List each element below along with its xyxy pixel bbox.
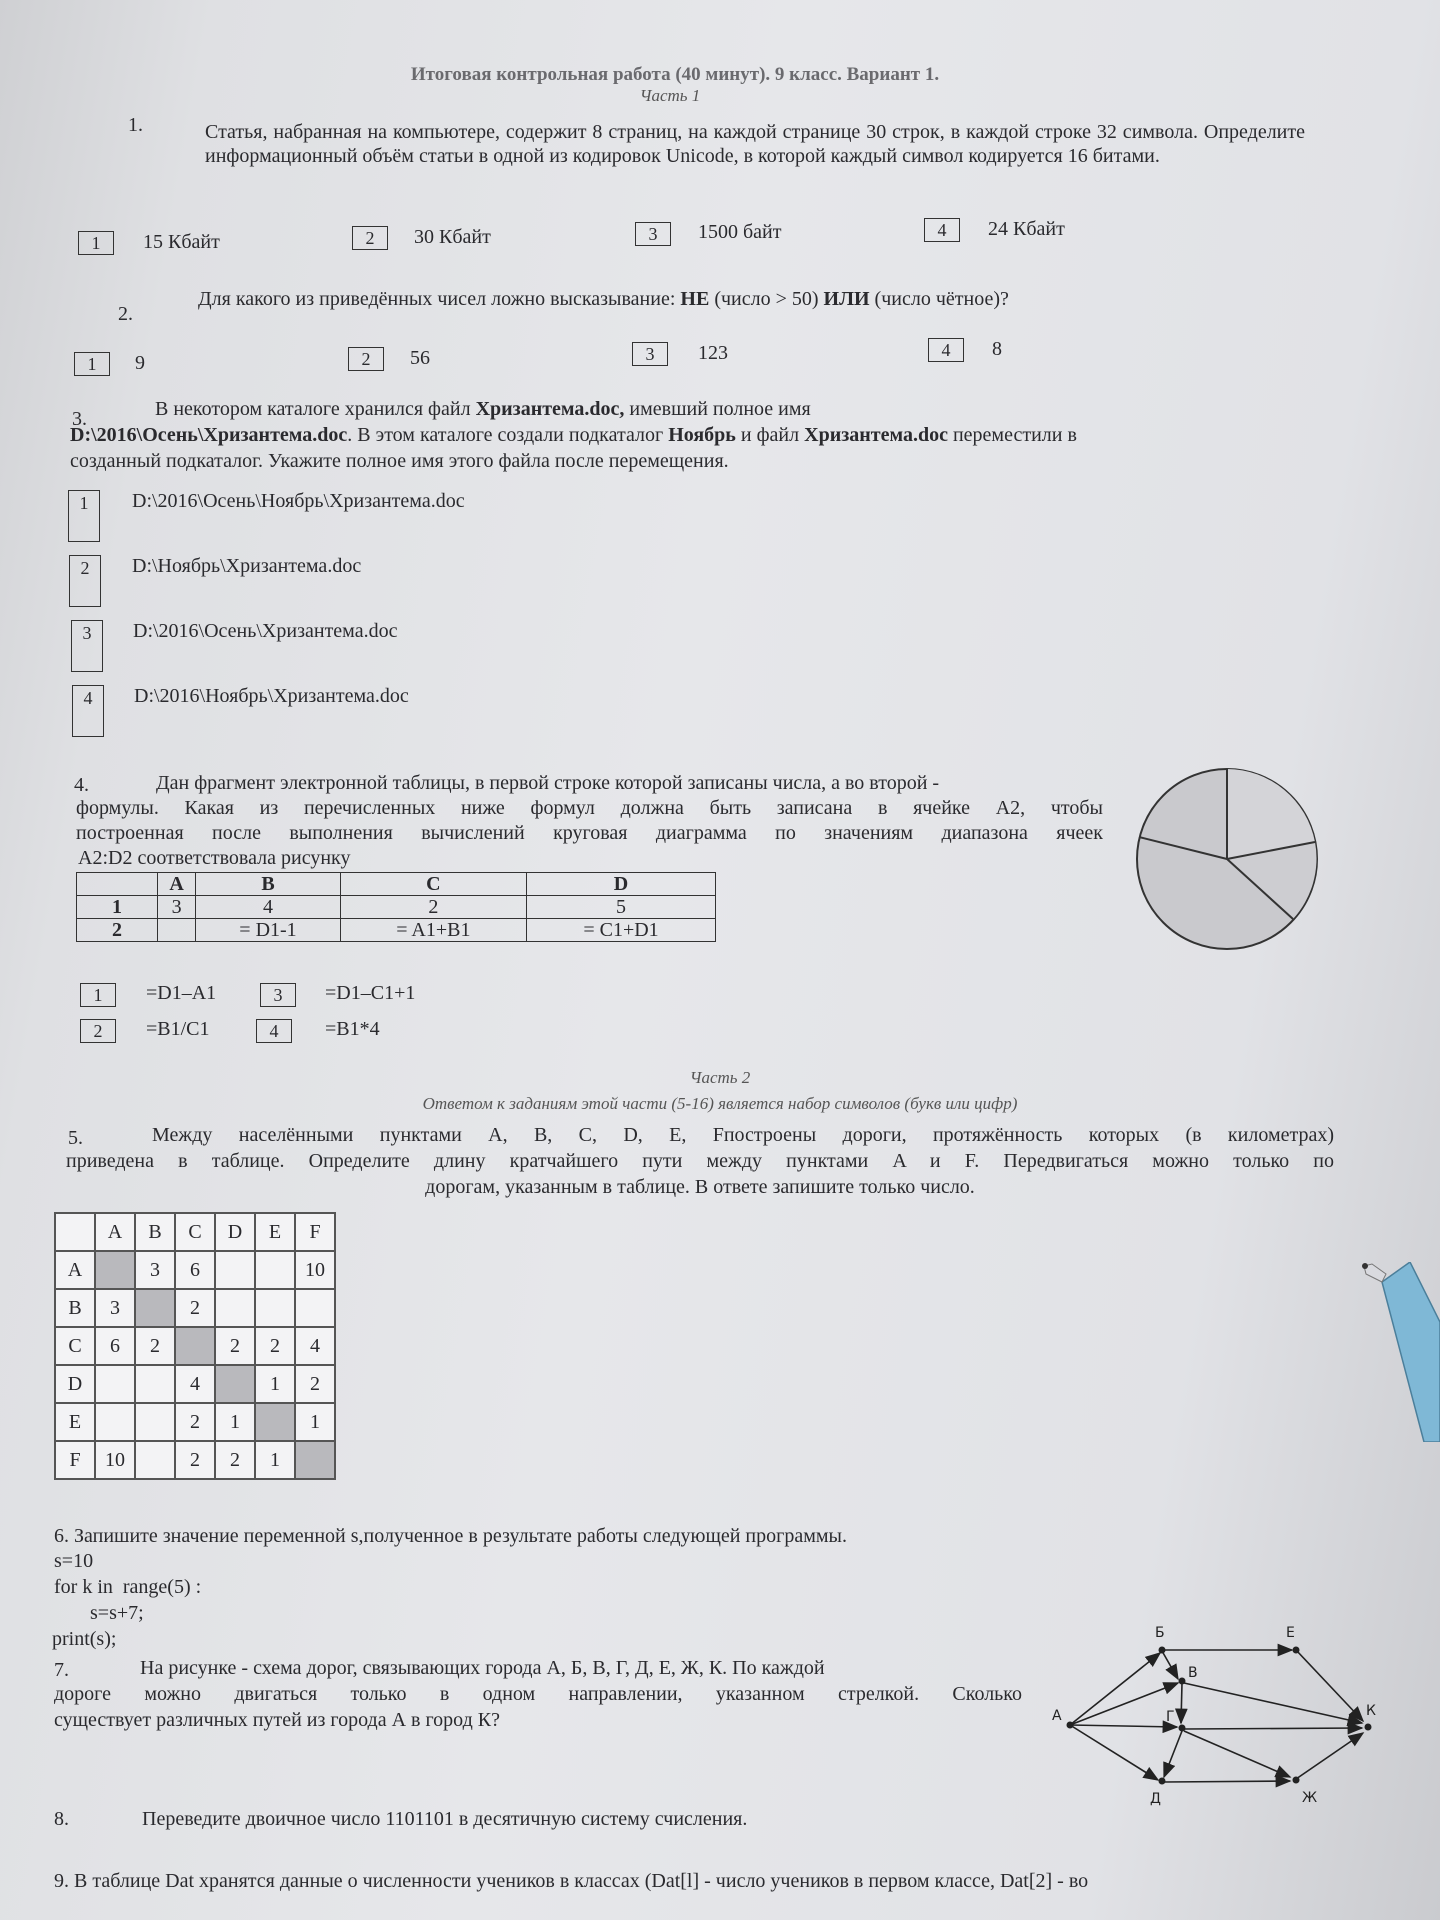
dist-cell: 10 bbox=[295, 1251, 335, 1289]
q1-option-1-box[interactable]: 1 bbox=[78, 231, 114, 255]
q4-option-4-box[interactable]: 4 bbox=[256, 1019, 292, 1043]
dist-row bbox=[55, 1441, 335, 1479]
q2-option-1-text: 9 bbox=[135, 352, 145, 374]
sheet-cell-d1: 5 bbox=[527, 896, 716, 919]
q4-number: 4. bbox=[74, 774, 89, 796]
dist-cell bbox=[135, 1365, 175, 1403]
q3-option-2-text: D:\Ноябрь\Хризантема.doc bbox=[132, 555, 362, 577]
dist-cell bbox=[295, 1441, 335, 1479]
q2-option-2-text: 56 bbox=[410, 347, 430, 369]
dist-col-header: D bbox=[215, 1213, 255, 1251]
dist-cell: 4 bbox=[175, 1365, 215, 1403]
dist-row bbox=[55, 1365, 335, 1403]
sheet-col-a: A bbox=[158, 873, 196, 896]
q7-number: 7. bbox=[54, 1659, 69, 1681]
q5-line-3: дорогам, указанным в таблице. В ответе запишите только число. bbox=[425, 1176, 975, 1198]
q4-option-4-text: =B1*4 bbox=[325, 1018, 380, 1040]
q4-option-2-text: =B1/C1 bbox=[146, 1018, 210, 1040]
dist-col-header: F bbox=[295, 1213, 335, 1251]
q2-option-1-box[interactable]: 1 bbox=[74, 352, 110, 376]
sheet-cell-c1: 2 bbox=[340, 896, 526, 919]
q5-number: 5. bbox=[68, 1127, 83, 1149]
dist-cell: 2 bbox=[135, 1327, 175, 1365]
dist-cell bbox=[295, 1289, 335, 1327]
q2-option-4-box[interactable]: 4 bbox=[928, 338, 964, 362]
q2-option-3-text: 123 bbox=[698, 342, 728, 364]
dist-cell: 1 bbox=[295, 1403, 335, 1441]
q1-option-2-box[interactable]: 2 bbox=[352, 226, 388, 250]
q4-option-2-box[interactable]: 2 bbox=[80, 1019, 116, 1043]
q2-option-2-box[interactable]: 2 bbox=[348, 347, 384, 371]
sheet-cell-c2: = A1+B1 bbox=[340, 919, 526, 942]
dist-cell bbox=[135, 1441, 175, 1479]
dist-row-header: A bbox=[55, 1251, 95, 1289]
sheet-col-b: B bbox=[196, 873, 341, 896]
sheet-cell-b2: = D1-1 bbox=[196, 919, 341, 942]
q7-line-3: существует различных путей из города А в город К? bbox=[54, 1709, 500, 1731]
part-2-subtitle: Ответом к заданиям этой части (5-16) является набор символов (букв или цифр) bbox=[422, 1094, 1018, 1113]
part-2-label: Часть 2 bbox=[689, 1068, 751, 1087]
q6-text: 6. Запишите значение переменной s,полученное в результате работы следующей программы. bbox=[54, 1525, 847, 1547]
q3-option-2-box[interactable]: 2 bbox=[69, 555, 101, 607]
q7-line-2: дороге можно двигаться только в одном направлении, указанном стрелкой. Сколько bbox=[54, 1683, 1022, 1705]
q3-option-4-box[interactable]: 4 bbox=[72, 685, 104, 737]
q7-line-1: На рисунке - схема дорог, связывающих города А, Б, В, Г, Д, Е, Ж, К. По каждой bbox=[140, 1657, 825, 1679]
q3-line-2: D:\2016\Осень\Хризантема.doc. В этом каталоге создали подкаталог Ноябрь и файл Хризантема.doc переместили в bbox=[70, 424, 1077, 446]
q1-option-3-box[interactable]: 3 bbox=[635, 222, 671, 246]
dist-col-header: C bbox=[175, 1213, 215, 1251]
dist-col-header: A bbox=[95, 1213, 135, 1251]
q8-text: Переведите двоичное число 1101101 в десятичную систему счисления. bbox=[142, 1808, 748, 1830]
q4-option-1-text: =D1–A1 bbox=[146, 982, 217, 1004]
q7-road-graph bbox=[1040, 1615, 1400, 1815]
dist-cell bbox=[215, 1251, 255, 1289]
dist-row-header: B bbox=[55, 1289, 95, 1327]
dist-cell: 4 bbox=[295, 1327, 335, 1365]
sheet-cell-d2: = C1+D1 bbox=[527, 919, 716, 942]
q4-option-1-box[interactable]: 1 bbox=[80, 983, 116, 1007]
q5-line-2: приведена в таблице. Определите длину кратчайшего пути между пунктами A и F. Передвигаться можно только по bbox=[66, 1150, 1334, 1172]
q1-option-2-text: 30 Кбайт bbox=[414, 226, 491, 248]
q1-text: Статья, набранная на компьютере, содержит 8 страниц, на каждой странице 30 строк, в каждой строке 32 символа. Определите информационный объём статьи в одной из кодировок Unicode, в которой каждый символ кодируется 16 битами. bbox=[205, 121, 1305, 167]
dist-row-header: E bbox=[55, 1403, 95, 1441]
dist-cell bbox=[175, 1327, 215, 1365]
graph-node-a: А bbox=[1052, 1708, 1062, 1724]
dist-cell: 6 bbox=[175, 1251, 215, 1289]
dist-row bbox=[55, 1403, 335, 1441]
q6-code-line-3: s=s+7; bbox=[90, 1602, 144, 1624]
q1-option-3-text: 1500 байт bbox=[698, 221, 782, 243]
dist-cell: 2 bbox=[295, 1365, 335, 1403]
q3-option-1-box[interactable]: 1 bbox=[68, 490, 100, 542]
q4-pie-chart bbox=[1130, 762, 1324, 956]
dist-row-header: F bbox=[55, 1441, 95, 1479]
dist-row-header: D bbox=[55, 1365, 95, 1403]
dist-cell: 6 bbox=[95, 1327, 135, 1365]
sheet-corner bbox=[77, 873, 158, 896]
q6-code-line-2: for k in range(5) : bbox=[54, 1576, 202, 1598]
dist-cell: 1 bbox=[255, 1365, 295, 1403]
sheet-col-d: D bbox=[527, 873, 716, 896]
dist-cell: 10 bbox=[95, 1441, 135, 1479]
dist-row-header: C bbox=[55, 1327, 95, 1365]
q1-number: 1. bbox=[128, 114, 143, 136]
dist-cell: 2 bbox=[175, 1441, 215, 1479]
q3-option-4-text: D:\2016\Ноябрь\Хризантема.doc bbox=[134, 685, 409, 707]
graph-node-v: В bbox=[1188, 1665, 1198, 1681]
sheet-row-2-header: 2 bbox=[77, 919, 158, 942]
q2-number: 2. bbox=[118, 303, 133, 325]
q1-option-1-text: 15 Кбайт bbox=[143, 231, 220, 253]
q6-code-line-1: s=10 bbox=[54, 1550, 94, 1572]
q4-line-1: Дан фрагмент электронной таблицы, в первой строке которой записаны числа, а во второй - bbox=[156, 772, 940, 794]
part-1-label: Часть 1 bbox=[639, 86, 701, 105]
q4-option-3-box[interactable]: 3 bbox=[260, 983, 296, 1007]
pen-image bbox=[1360, 1262, 1440, 1442]
dist-cell bbox=[255, 1251, 295, 1289]
dist-cell: 1 bbox=[255, 1441, 295, 1479]
dist-cell: 2 bbox=[215, 1441, 255, 1479]
q5-distance-table bbox=[54, 1212, 336, 1480]
q3-line-3: созданный подкаталог. Укажите полное имя этого файла после перемещения. bbox=[70, 450, 729, 472]
q4-spreadsheet bbox=[76, 872, 716, 942]
dist-cell: 3 bbox=[95, 1289, 135, 1327]
sheet-cell-a1: 3 bbox=[158, 896, 196, 919]
dist-cell bbox=[95, 1251, 135, 1289]
q6-code-line-4: print(s); bbox=[52, 1628, 117, 1650]
dist-cell: 3 bbox=[135, 1251, 175, 1289]
exam-title: Итоговая контрольная работа (40 минут). 9 класс. Вариант 1. bbox=[410, 64, 940, 85]
dist-cell: 2 bbox=[175, 1403, 215, 1441]
dist-cell bbox=[95, 1365, 135, 1403]
graph-node-b: Б bbox=[1155, 1625, 1165, 1641]
dist-cell: 2 bbox=[175, 1289, 215, 1327]
q4-line-2: формулы. Какая из перечисленных ниже формул должна быть записана в ячейке A2, чтобы bbox=[76, 797, 1103, 819]
graph-node-zh: Ж bbox=[1302, 1790, 1318, 1806]
graph-node-k: К bbox=[1366, 1703, 1376, 1719]
dist-col-header: B bbox=[135, 1213, 175, 1251]
dist-cell bbox=[215, 1365, 255, 1403]
dist-cell: 2 bbox=[215, 1327, 255, 1365]
dist-corner bbox=[55, 1213, 95, 1251]
sheet-row-1-header: 1 bbox=[77, 896, 158, 919]
dist-row bbox=[55, 1327, 335, 1365]
q8-number: 8. bbox=[54, 1808, 69, 1830]
q9-text: 9. В таблице Dat хранятся данные о численности учеников в классах (Dat[l] - число учеников в первом классе, Dat[2] - во bbox=[54, 1870, 1089, 1892]
q1-option-4-text: 24 Кбайт bbox=[988, 218, 1065, 240]
dist-row bbox=[55, 1289, 335, 1327]
dist-row bbox=[55, 1251, 335, 1289]
dist-cell bbox=[95, 1403, 135, 1441]
dist-cell bbox=[255, 1403, 295, 1441]
dist-cell: 2 bbox=[255, 1327, 295, 1365]
sheet-cell-a2 bbox=[158, 919, 196, 942]
dist-col-header: E bbox=[255, 1213, 295, 1251]
graph-node-d: Д bbox=[1150, 1791, 1161, 1807]
dist-cell bbox=[135, 1289, 175, 1327]
q2-text: Для какого из приведённых чисел ложно высказывание: НЕ (число > 50) ИЛИ (число чётное)? bbox=[198, 288, 1009, 310]
q3-number: 3. bbox=[72, 408, 87, 430]
q3-option-3-text: D:\2016\Осень\Хризантема.doc bbox=[133, 620, 398, 642]
q2-option-4-text: 8 bbox=[992, 338, 1002, 360]
graph-node-e: Е bbox=[1286, 1625, 1295, 1641]
q4-line-3: построенная после выполнения вычислений круговая диаграмма по значениям диапазона ячеек bbox=[76, 822, 1103, 844]
q2-option-3-box[interactable]: 3 bbox=[632, 342, 668, 366]
q4-line-4: A2:D2 соответствовала рисунку bbox=[78, 847, 351, 869]
q3-line-1: В некотором каталоге хранился файл Хризантема.doc, имевший полное имя bbox=[155, 398, 811, 420]
q1-option-4-box[interactable]: 4 bbox=[924, 218, 960, 242]
dist-cell bbox=[135, 1403, 175, 1441]
dist-cell: 1 bbox=[215, 1403, 255, 1441]
dist-cell bbox=[215, 1289, 255, 1327]
q5-line-1: Между населёнными пунктами A, B, C, D, E, Fпостроены дороги, протяжённость которых (в километрах) bbox=[152, 1124, 1334, 1146]
dist-cell bbox=[255, 1289, 295, 1327]
q4-option-3-text: =D1–C1+1 bbox=[325, 982, 416, 1004]
sheet-col-c: C bbox=[340, 873, 526, 896]
q3-option-1-text: D:\2016\Осень\Ноябрь\Хризантема.doc bbox=[132, 490, 465, 512]
q3-option-3-box[interactable]: 3 bbox=[71, 620, 103, 672]
sheet-cell-b1: 4 bbox=[196, 896, 341, 919]
graph-node-g: Г bbox=[1166, 1709, 1175, 1725]
